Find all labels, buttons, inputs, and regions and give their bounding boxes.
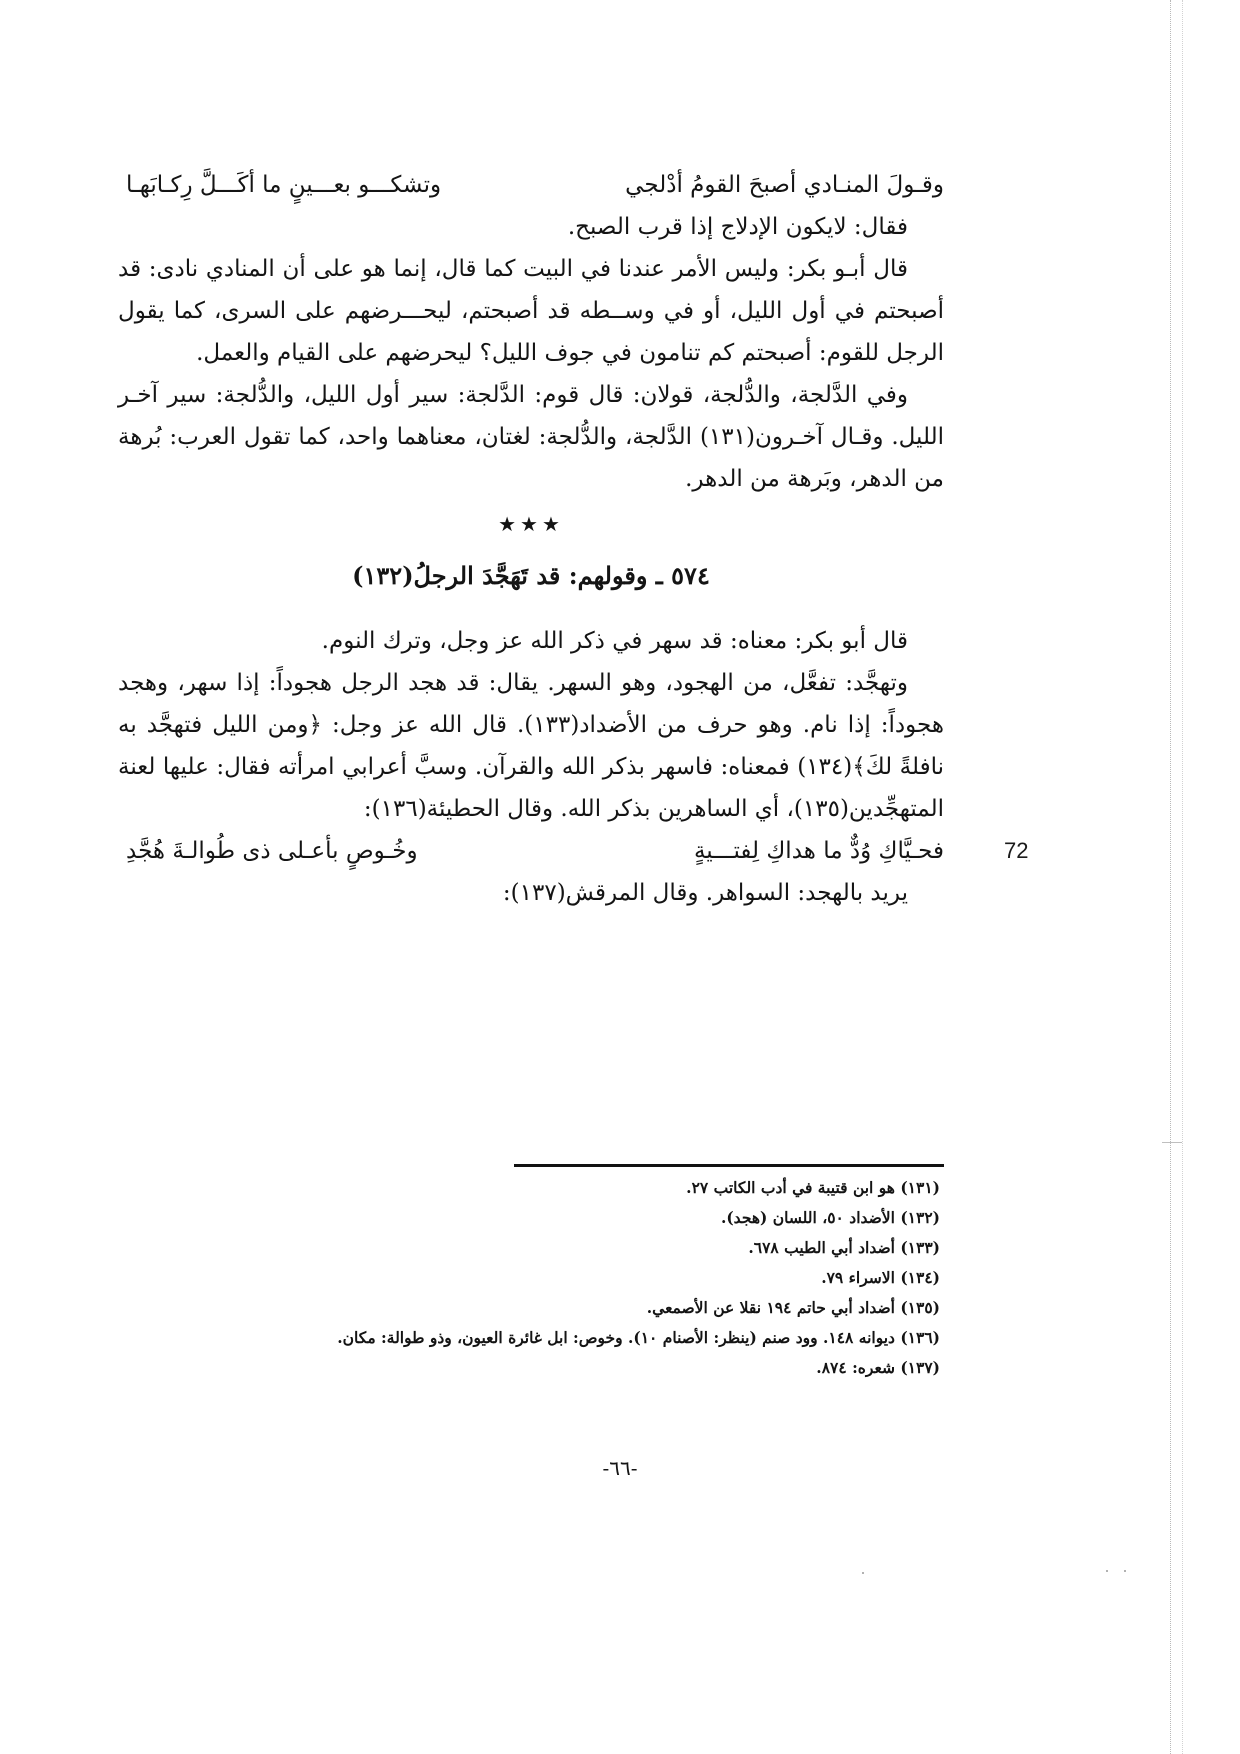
margin-number: 72 [1004,838,1029,863]
footnote: (١٣٧) شعره: ٨٧٤. [816,1358,940,1377]
scan-edge-line-inner [1182,0,1183,1754]
main-text [118,164,944,914]
scan-edge-line [1170,0,1171,1754]
paragraph: قال أبو بكر: معناه: قد سهر في ذكر الله عز وجل، وترك النوم. [321,628,908,654]
section-separator-stars: ★★★ [498,512,564,536]
page-number: -٦٦- [602,1456,638,1480]
footnote: (١٣٥) أضداد أبي حاتم ١٩٤ نقلا عن الأصمعي. [646,1298,940,1317]
paragraph: وتهجَّد: تفعَّل، من الهجود، وهو السهر. يقال: قد هجد الرجل هجوداً: إذا سهر، وهجد هجوداً: إذا نام. وهو حرف من الأضداد(١٣٣). قال الله عز وجل: ﴿ومن الليل فتهجَّد به نافلةً لكَ﴾(١٣٤) فمعناه: فاسهر بذكر الله والقرآن. وسبَّ أعرابي امرأته فقال: عليها لعنة المتهجِّدين(١٣٥)، أي الساهرين بذكر الله. وقال الحطيئة(١٣٦): [118,670,944,822]
footnote: (١٣١) هو ابن قتيبة في أدب الكاتب ٢٧. [686,1178,940,1197]
paragraph: وفي الدَّلجة، والدُّلجة، قولان: قال قوم: الدَّلجة: سير أول الليل، والدُّلجة: سير آخـر الليل. وقـال آخـرون(١٣١) الدَّلجة، والدُّلجة: لغتان، معناهما واحد، كما تقول العرب: بُرهة من الدهر، وبَرهة من الدهر. [118,382,944,492]
footnote: (١٣٢) الأضداد ٥٠، اللسان (هجد). [720,1208,940,1227]
verse-hemistich-right: وقـولَ المنـادي أصبحَ القومُ أدْلجي [625,172,944,198]
entry-heading: ٥٧٤ ـ وقولهم: قد تَهَجَّدَ الرجلُ(١٣٢) [352,561,710,590]
verse-line [118,830,944,872]
footnotes [118,1164,944,1383]
footnote: (١٣٤) الاسراء ٧٩. [821,1268,940,1287]
footnote: (١٣٦) ديوانه ١٤٨. وود صنم (ينظر: الأصنام ١٠). وخوص: ابل غائرة العيون، وذو طوالة: مكان. [337,1328,940,1347]
scan-speck [1124,1570,1126,1572]
paragraph: فقال: لايكون الإدلاج إذا قرب الصبح. [567,214,908,240]
paragraph: يريد بالهجد: السواهر. وقال المرقش(١٣٧): [502,880,908,906]
verse-hemistich-left: وتشكـــو بعـــينٍ ما أكَـــلَّ رِكـابَهـا [126,172,442,198]
footnote-rule [514,1164,944,1167]
scan-speck [862,1572,864,1574]
verse-hemistich-left: وخُـوصٍ بأعـلى ذى طُوالـةَ هُجَّدِ [126,838,418,864]
scan-speck [1106,1570,1108,1572]
scan-edge-tick [1162,1142,1182,1143]
verse-hemistich-right: فحـيَّاكِ وُدٌّ ما هداكِ لِفتـــيةٍ [693,838,944,864]
paragraph: قال أبـو بكر: وليس الأمر عندنا في البيت كما قال، إنما هو على أن المنادي نادى: قد أصبحتم في أول الليل، أو في وســطه قد أصبحتم، ليحـــرضهم على السرى، كما يقول الرجل للقوم: أصبحتم كم تنامون في جوف الليل؟ ليحرضهم على القيام والعمل. [118,256,944,366]
verse-line [118,164,944,206]
footnote: (١٣٣) أضداد أبي الطيب ٦٧٨. [748,1238,940,1257]
